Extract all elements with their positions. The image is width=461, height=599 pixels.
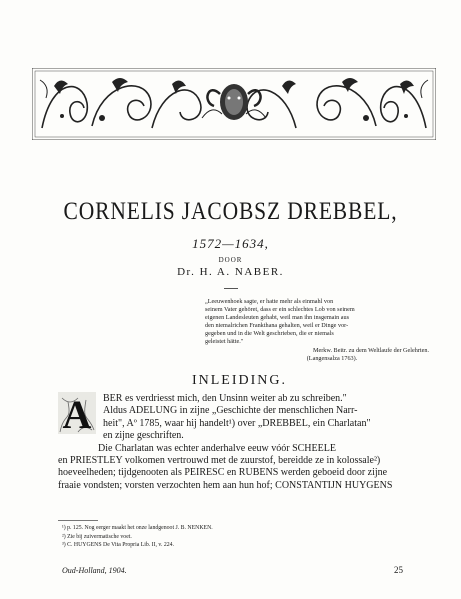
footnote: ¹) p. 125. Nog eerger maakt het onze landgenoot J. B. NENKEN. bbox=[62, 525, 213, 531]
page-title: CORNELIS JACOBSZ DREBBEL, bbox=[63, 198, 398, 225]
epigraph-line: den niemalrichen Frankthana gehalten, weil er Dinge vor- bbox=[205, 322, 349, 329]
body-line: Aldus ADELUNG in zijne „Geschichte der menschlichen Narr- bbox=[103, 405, 358, 417]
author-name: Dr. H. A. NABER. bbox=[177, 266, 284, 278]
epigraph-quote bbox=[205, 298, 429, 363]
epigraph-source-place: (Langensalza 1763). bbox=[306, 355, 358, 362]
lifespan-dates: 1572—1634, bbox=[192, 236, 269, 251]
epigraph-source: Merkw. Beitr. zu dem Weltlaufe der Gelehrten. bbox=[313, 347, 429, 354]
epigraph-line: geleistet hätte." bbox=[205, 338, 244, 345]
byline-door: DOOR bbox=[218, 256, 243, 264]
epigraph-line: seinem Vater gehöret, dass er ein schlechtes Lob von seinem bbox=[205, 306, 355, 313]
epigraph-line: gegeben und in die Welt geschrieben, die er niemals bbox=[205, 330, 334, 337]
body-line: BER es verdriesst mich, den Unsinn weiter ab zu schreiben." bbox=[103, 393, 347, 404]
epigraph-line: „Leeuwenhoek sagte, er hatte mehr als einmahl von bbox=[205, 298, 334, 305]
footnote-divider bbox=[58, 520, 98, 521]
body-line: en zijne geschriften. bbox=[103, 430, 184, 442]
footnotes bbox=[62, 524, 402, 550]
divider bbox=[224, 288, 238, 289]
decorative-header-ornament bbox=[32, 68, 436, 140]
page-number: 25 bbox=[394, 565, 403, 575]
body-line: Die Charlatan was echter anderhalve eeuw vóór SCHEELE bbox=[98, 442, 336, 454]
journal-name: Oud-Holland, 1904. bbox=[62, 566, 127, 575]
section-heading: INLEIDING. bbox=[191, 373, 288, 388]
body-line: hoeveelheden; tijdgenooten als PEIRESC en RUBENS werden geboeid door zijne bbox=[58, 467, 388, 479]
epigraph-line: eigenen Landesleuten gehabt, weil man ihn insgemain aus bbox=[205, 314, 349, 321]
body-line: fraaie vondsten; vorsten verzochten hem aan hun hof; CONSTANTIJN HUYGENS bbox=[58, 479, 393, 491]
footnote: ³) C. HUYGENS De Vita Propria Lib. II, v. 224. bbox=[62, 542, 174, 548]
body-line: en PRIESTLEY volkomen vertrouwd met de zuurstof, bereidde ze in kolossale²) bbox=[58, 455, 381, 467]
footnote: ²) Zie bij zuivermatische voet. bbox=[62, 533, 132, 540]
body-line: heit", Aº 1785, waar hij handelt¹) over „DREBBEL, ein Charlatan" bbox=[103, 417, 371, 429]
body-paragraph bbox=[58, 393, 409, 492]
svg-text:A: A bbox=[62, 392, 92, 434]
